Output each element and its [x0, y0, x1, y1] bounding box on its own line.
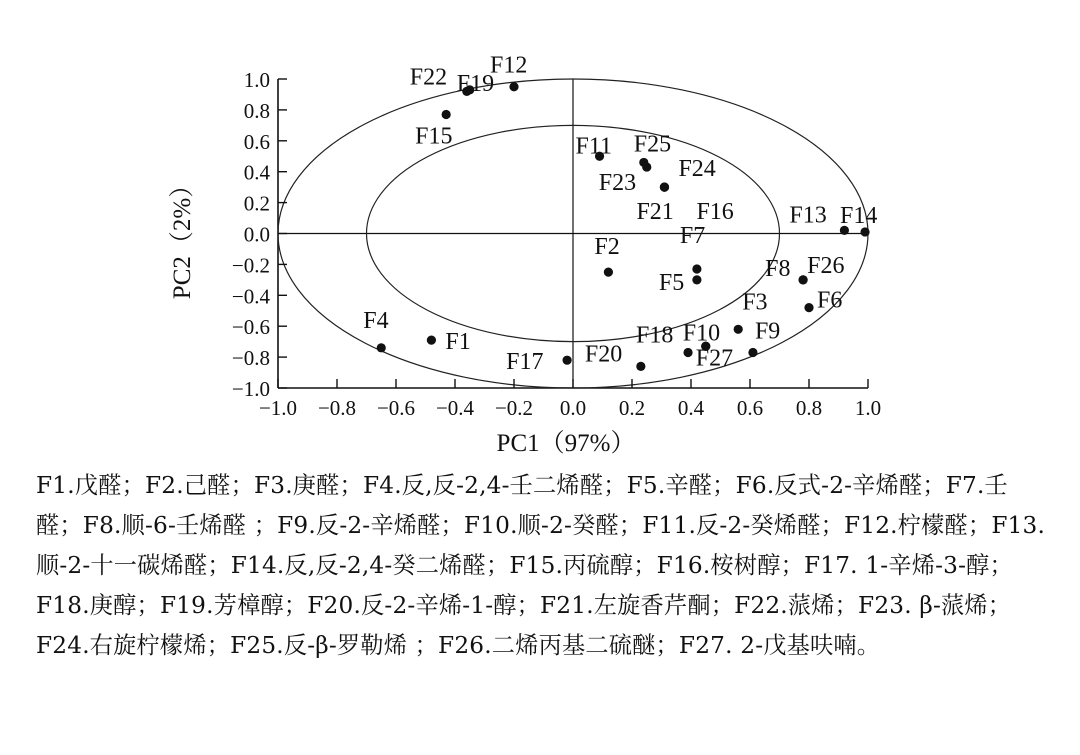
point-label-f1: F1	[445, 329, 471, 356]
caption-item: F23. β-蒎烯；	[858, 592, 1012, 619]
caption-item: F19.芳樟醇；	[159, 592, 308, 619]
point-label-f24: F24	[678, 156, 716, 183]
caption-item: F16.桉树醇；	[656, 552, 804, 579]
x-tick-label: 0.6	[736, 396, 764, 420]
caption-item: F1.戊醛；	[36, 472, 145, 499]
data-point-f5	[692, 275, 701, 284]
y-tick-label: −1.0	[231, 377, 270, 401]
caption-item: F27. 2-戊基呋喃。	[678, 632, 881, 659]
point-label-f23: F23	[598, 170, 637, 197]
y-tick-label: −0.8	[231, 346, 270, 371]
point-label-f10: F10	[682, 320, 721, 347]
data-point-f6	[804, 303, 813, 312]
x-tick-label: −0.2	[494, 396, 534, 420]
x-tick-label: 0.0	[559, 396, 587, 420]
y-tick-label: −0.4	[231, 284, 270, 309]
caption-item: F14.反,反-2,4-癸二烯醛；	[230, 552, 510, 579]
caption-item: F22.蒎烯；	[734, 592, 859, 619]
caption-item: F25.反-β-罗勒烯 ；	[230, 632, 439, 659]
point-label-f5: F5	[658, 269, 685, 296]
data-point-f2	[604, 268, 613, 277]
x-tick-label: −0.4	[435, 396, 475, 420]
point-label-f22: F22	[409, 64, 448, 91]
x-tick-label: −0.6	[376, 396, 416, 420]
caption-item: F2.己醛；	[144, 472, 254, 499]
caption-item: F6.反式-2-辛烯醛；	[735, 472, 946, 499]
figure-caption	[36, 466, 1046, 666]
point-label-f27: F27	[695, 345, 734, 372]
y-tick-label: 0.8	[243, 98, 270, 123]
x-axis-title: PC1（97%）	[496, 430, 636, 457]
x-tick-label: −0.8	[317, 396, 357, 420]
data-point-f7	[692, 264, 701, 273]
point-label-f11: F11	[575, 133, 613, 160]
y-tick-label: 0.6	[243, 129, 270, 154]
data-point-f1	[427, 336, 436, 345]
caption-item: F5.辛醛；	[626, 472, 736, 499]
caption-item: F21.左旋香芹酮；	[540, 592, 735, 619]
data-point-f20	[636, 362, 645, 371]
point-label-f12: F12	[490, 52, 528, 79]
point-label-f13: F13	[789, 202, 827, 229]
x-tick-label: 0.4	[677, 396, 705, 420]
y-tick-label: 0.0	[243, 222, 270, 247]
point-label-f20: F20	[584, 341, 623, 368]
y-tick-label: −0.6	[231, 315, 270, 340]
point-label-f26: F26	[807, 252, 845, 279]
caption-item: F15.丙硫醇；	[509, 552, 657, 579]
data-point-f3	[734, 325, 743, 334]
point-label-f2: F2	[594, 234, 620, 261]
point-label-f19: F19	[456, 70, 495, 97]
point-label-f15: F15	[415, 123, 453, 150]
data-point-f9	[748, 348, 757, 357]
caption-item: F4.反,反-2,4-壬二烯醛；	[362, 472, 627, 499]
y-tick-label: 0.2	[243, 191, 270, 216]
caption-item: F24.右旋柠檬烯；	[36, 632, 231, 659]
caption-item: F26.二烯丙基二硫醚；	[438, 632, 679, 659]
data-point-f18	[683, 348, 692, 357]
point-label-f17: F17	[506, 349, 544, 376]
point-label-f8: F8	[765, 255, 791, 282]
point-labels	[363, 53, 877, 375]
data-point-f24	[660, 183, 669, 192]
data-point-f12	[509, 82, 518, 91]
point-label-f21: F21	[636, 199, 674, 226]
y-tick-label: −0.2	[231, 253, 270, 278]
caption-item: F13.顺-2-十一碳烯醛；	[36, 512, 1046, 579]
caption-item: F20.反-2-辛烯-1-醇；	[307, 592, 541, 619]
x-tick-label: −1.0	[258, 396, 298, 420]
point-label-f4: F4	[363, 307, 389, 334]
caption-item: F3.庚醛；	[253, 472, 363, 499]
point-label-f16: F16	[696, 199, 734, 226]
data-point-f17	[563, 356, 572, 365]
data-point-f25	[639, 158, 648, 167]
data-point-f4	[377, 343, 386, 352]
point-label-f18: F18	[636, 322, 674, 349]
caption-item: F9.反-2-辛烯醛；	[277, 512, 464, 539]
caption-item: F12.柠檬醛；	[843, 512, 992, 539]
point-label-f3: F3	[742, 289, 768, 316]
y-axis-title: PC2（2%）	[169, 172, 196, 300]
data-point-f15	[442, 110, 451, 119]
caption-item: F8.顺-6-壬烯醛 ；	[82, 512, 278, 539]
y-tick-label: 1.0	[243, 68, 270, 92]
point-label-f6: F6	[817, 287, 843, 314]
x-axis-ticks	[259, 379, 881, 420]
point-label-f7: F7	[679, 223, 706, 250]
x-tick-label: 1.0	[854, 396, 882, 420]
caption-item: F11.反-2-癸烯醛；	[642, 512, 844, 539]
caption-item: F18.庚醇；	[36, 592, 160, 619]
x-tick-label: 0.8	[795, 396, 823, 420]
caption-item: F10.顺-2-癸醛；	[463, 512, 643, 539]
point-label-f9: F9	[754, 318, 781, 345]
caption-item: F7.壬醛；	[36, 472, 1008, 539]
point-label-f25: F25	[633, 131, 672, 158]
x-tick-label: 0.2	[618, 396, 646, 420]
point-label-f14: F14	[840, 202, 878, 229]
caption-item: F17. 1-辛烯-3-醇；	[803, 552, 1013, 579]
y-tick-label: 0.4	[243, 160, 270, 185]
